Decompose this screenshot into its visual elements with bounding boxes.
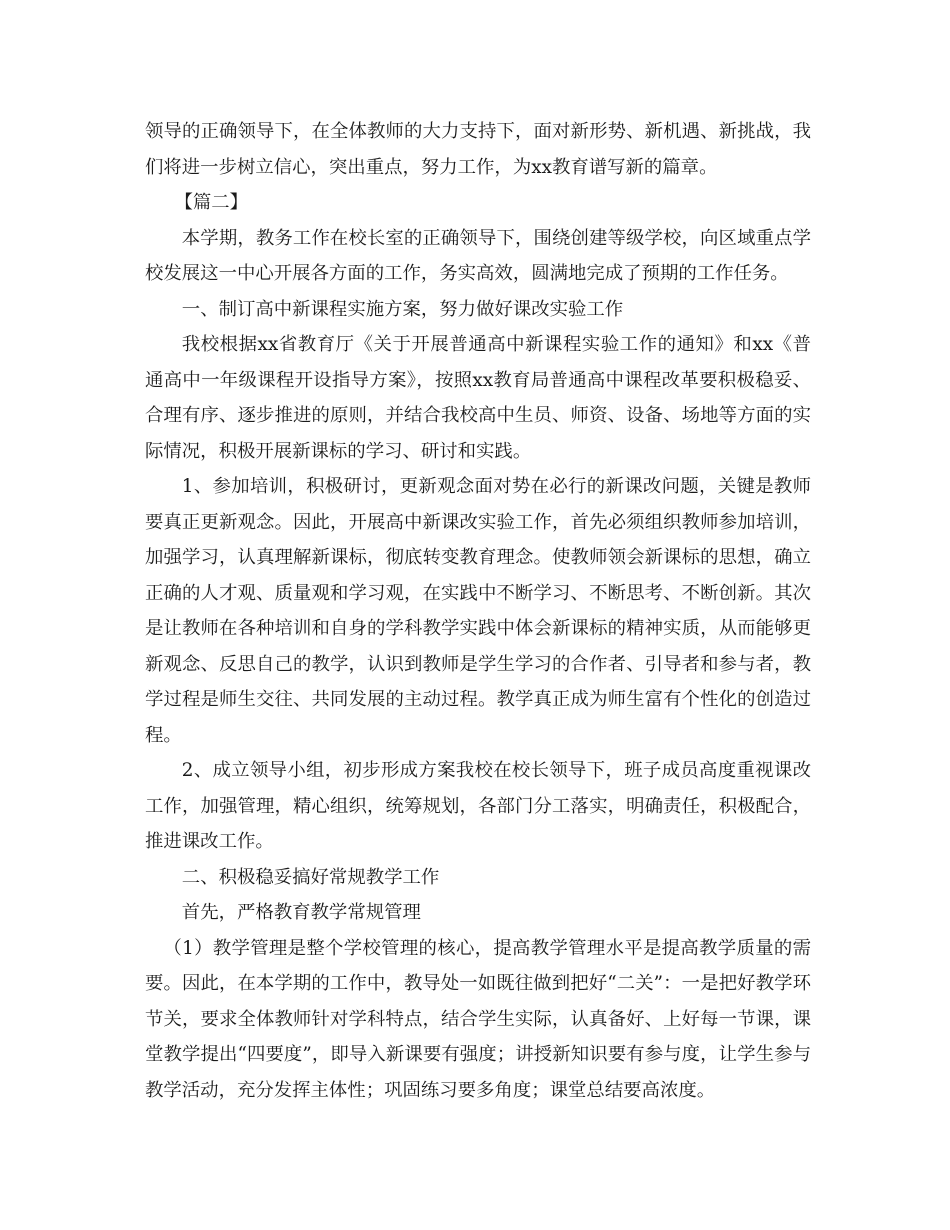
- paragraph-continuation: 领导的正确领导下，在全体教师的大力支持下，面对新形势、新机遇、新挑战，我们将进一步树立信心，突出重点，努力工作，为xx教育谱写新的篇章。: [145, 121, 811, 178]
- paragraph-item-1-training: 1、参加培训，积极研讨，更新观念面对势在必行的新课改问题，关键是教师要真正更新观念。因此，开展高中新课改实验工作，首先必须组织教师参加培训，加强学习，认真理解新课标，彻底转变教育理念。使教师领会新课标的思想，确立正确的人才观、质量观和学习观，在实践中不断学习、不断思考、不断创新。其次是让教师在各种培训和自身的学科教学实践中体会新课标的精神实质，从而能够更新观念、反思自己的教学，认识到教师是学生学习的合作者、引导者和参与者，教学过程是师生交往、共同发展的主动过程。教学真正成为师生富有个性化的创造过程。: [145, 476, 811, 746]
- heading-section-two: 二、积极稳妥搞好常规教学工作: [181, 866, 440, 888]
- document-body: [145, 114, 811, 1108]
- paragraph-intro: 本学期，教务工作在校长室的正确领导下，围绕创建等级学校，向区域重点学校发展这一中心开展各方面的工作，务实高效，圆满地完成了预期的工作任务。: [145, 227, 811, 284]
- paragraph-item-2-leadership: 2、成立领导小组，初步形成方案我校在校长领导下，班子成员高度重视课改工作，加强管理，精心组织，统筹规划，各部门分工落实，明确责任，积极配合，推进课改工作。: [145, 760, 811, 852]
- subheading-first: 首先，严格教育教学常规管理: [181, 902, 421, 923]
- section-heading-part-two: 【篇二】: [174, 192, 249, 213]
- heading-section-one: 一、制订高中新课程实施方案，努力做好课改实验工作: [181, 298, 624, 320]
- paragraph-basis: 我校根据xx省教育厅《关于开展普通高中新课程实验工作的通知》和xx《普通高中一年级课程开设指导方案》，按照xx教育局普通高中课程改革要积极稳妥、合理有序、逐步推进的原则，并结合我校高中生员、师资、设备、场地等方面的实际情况，积极开展新课标的学习、研讨和实践。: [145, 334, 811, 462]
- paragraph-teaching-management: （1）教学管理是整个学校管理的核心，提高教学管理水平是提高教学质量的需要。因此，在本学期的工作中，教导处一如既往做到把好“二关”：一是把好教学环节关，要求全体教师针对学科特点，结合学生实际，认真备好、上好每一节课，课堂教学提出“四要度”，即导入新课要有强度；讲授新知识要有参与度，让学生参与教学活动，充分发挥主体性；巩固练习要多角度；课堂总结要高浓度。: [145, 937, 811, 1101]
